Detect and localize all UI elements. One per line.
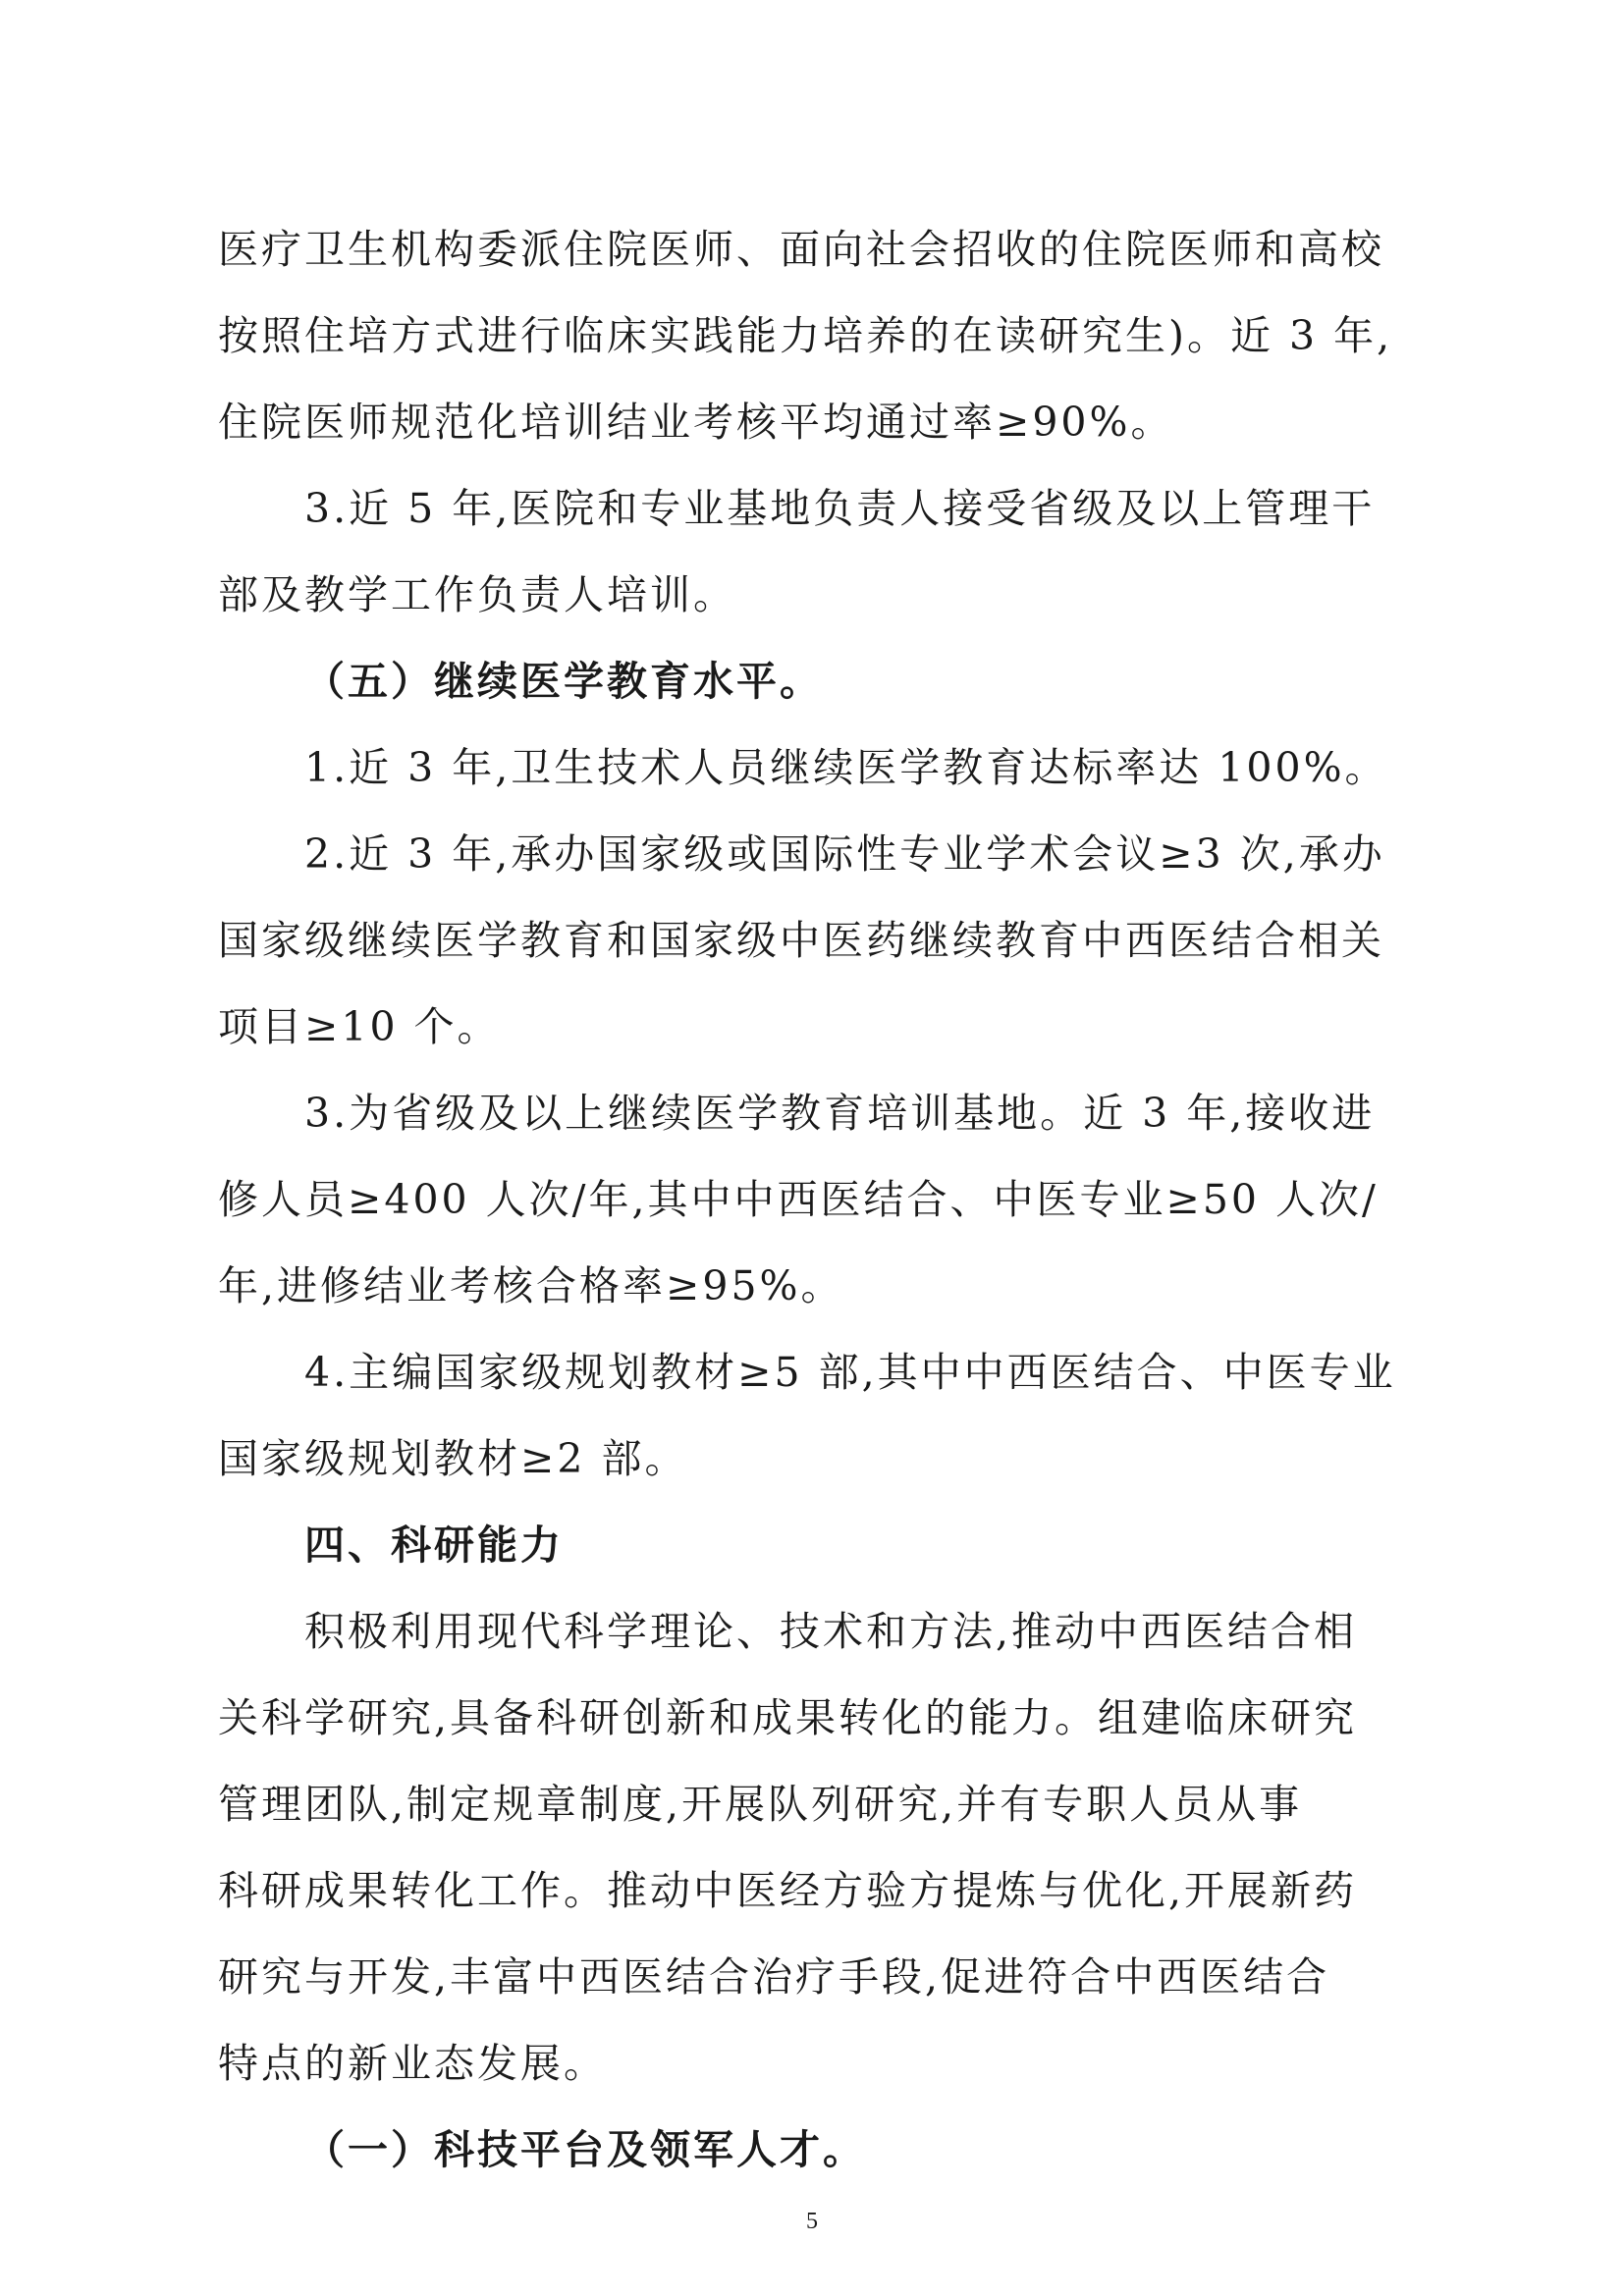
section-heading: （一）科技平台及领军人才。	[304, 2126, 866, 2173]
list-item-text: 4.主编国家级规划教材≥5 部,其中中西医结合、中医专业	[304, 1349, 1396, 1396]
body-text-line: 管理团队,制定规章制度,开展队列研究,并有专职人员从事	[218, 1781, 1303, 1828]
list-item-text: 1.近 3 年,卫生技术人员继续医学教育达标率达 100%。	[304, 744, 1388, 791]
body-text-line: 特点的新业态发展。	[218, 2040, 607, 2087]
body-text-line: 医疗卫生机构委派住院医师、面向社会招收的住院医师和高校	[218, 226, 1384, 273]
body-text-line: 住院医师规范化培训结业考核平均通过率≥90%。	[218, 399, 1174, 446]
body-text-line: 按照住培方式进行临床实践能力培养的在读研究生)。近 3 年,	[218, 312, 1393, 359]
body-text-line: 项目≥10 个。	[218, 1003, 501, 1050]
body-text-line: 研究与开发,丰富中西医结合治疗手段,促进符合中西医结合	[218, 1953, 1330, 2001]
paragraph-first-line: 积极利用现代科学理论、技术和方法,推动中西医结合相	[304, 1608, 1358, 1655]
body-text-line: 国家级继续医学教育和国家级中医药继续教育中西医结合相关	[218, 917, 1384, 964]
section-heading: （五）继续医学教育水平。	[304, 658, 823, 705]
page-number: 5	[806, 2209, 818, 2234]
body-text-line: 科研成果转化工作。推动中医经方验方提炼与优化,开展新药	[218, 1867, 1358, 1914]
body-text-line: 国家级规划教材≥2 部。	[218, 1435, 688, 1482]
body-text-line: 年,进修结业考核合格率≥95%。	[218, 1262, 844, 1309]
list-item-text: 3.为省级及以上继续医学教育培训基地。近 3 年,接收进	[304, 1090, 1376, 1137]
list-item-text: 3.近 5 年,医院和专业基地负责人接受省级及以上管理干	[304, 485, 1376, 532]
body-text-line: 部及教学工作负责人培训。	[218, 571, 736, 618]
body-text-line: 关科学研究,具备科研创新和成果转化的能力。组建临床研究	[218, 1694, 1358, 1741]
chapter-heading: 四、科研能力	[304, 1522, 564, 1569]
list-item-text: 2.近 3 年,承办国家级或国际性专业学术会议≥3 次,承办	[304, 830, 1385, 878]
body-text-line: 修人员≥400 人次/年,其中中西医结合、中医专业≥50 人次/	[218, 1176, 1379, 1223]
